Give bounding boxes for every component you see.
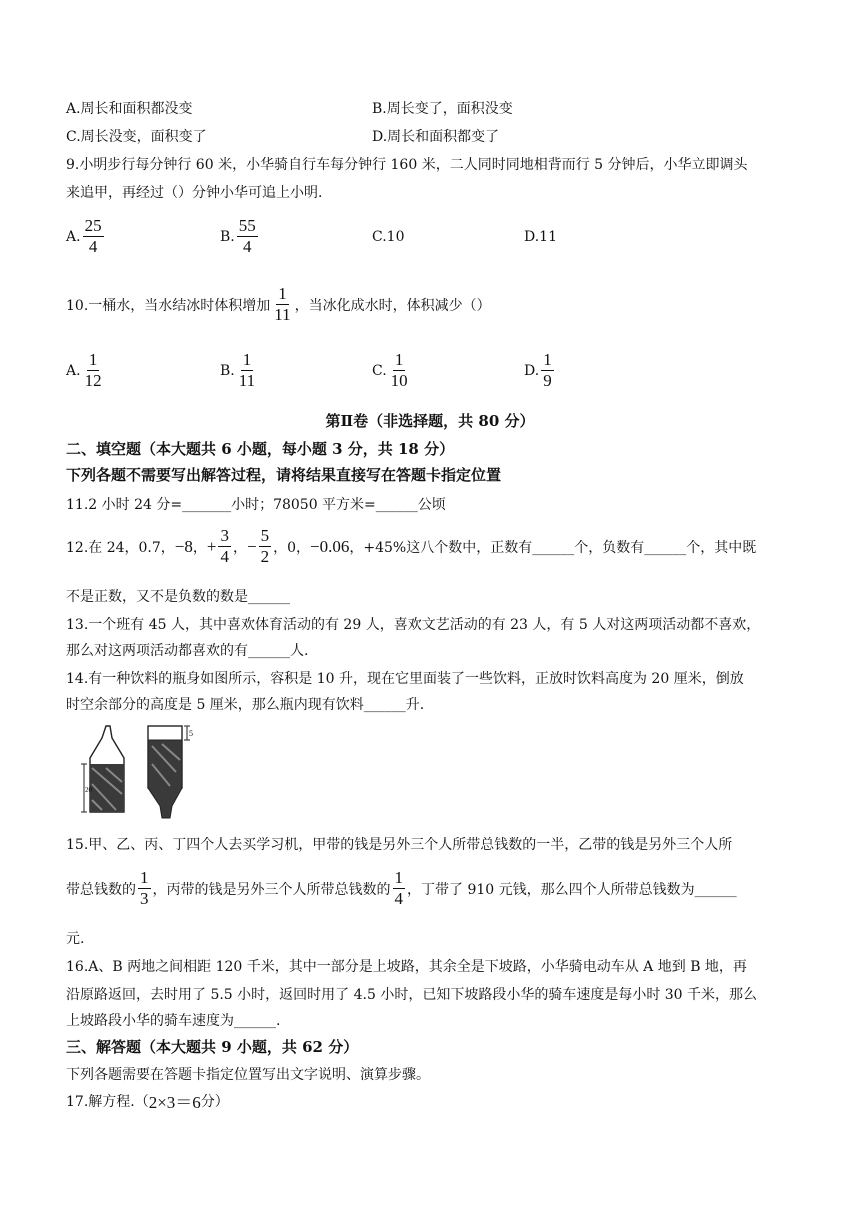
q10-stem — [66, 284, 491, 325]
option-label: A. — [66, 362, 81, 379]
part2-title: 第Ⅱ卷（非选择题，共 80 分） — [325, 412, 535, 430]
q15-line3: 元. — [66, 931, 85, 947]
fraction: $\frac{1}{4}$ — [394, 868, 403, 908]
q10-option-a — [66, 350, 106, 391]
q9-line2: 来追甲，再经过（）分钟小华可追上小明. — [66, 185, 323, 201]
q10-option-c — [372, 350, 412, 391]
q10-stem-pre: 10.一桶水，当水结冰时体积增加 — [66, 297, 271, 314]
option-label: B. — [220, 228, 235, 245]
q15-mid: ，丙带的钱是另外三个人所带总钱数的 — [152, 881, 391, 898]
bottle-figure — [76, 724, 200, 820]
q10-stem-post: ，当冰化成水时，体积减少（） — [294, 297, 491, 314]
q12-sign: − — [246, 536, 257, 556]
q12-post: ，+45%这八个数中，正数有______个，负数有______个，其中既 — [349, 539, 757, 556]
q15-post: ，丁带了 910 元钱，那么四个人所带总钱数为______ — [407, 881, 737, 898]
option-label: A. — [66, 228, 81, 245]
upright-bottle — [81, 726, 124, 812]
q8-option-c: C.周长没变，面积变了 — [66, 129, 207, 145]
q12-mid: ，0， — [273, 539, 310, 556]
fraction: $\frac{55}{4}$ — [238, 216, 256, 256]
q14-line1: 14.有一种饮料的瓶身如图所示，容积是 10 升，现在它里面装了一些饮料，正放时饮料高度为 20 厘米，倒放 — [66, 671, 744, 687]
q12-line2: 不是正数，又不是负数的数是______ — [66, 589, 290, 605]
q9-option-c: C.10 — [372, 229, 405, 245]
q17-formula: 2×3＝6 — [148, 1093, 201, 1112]
q17-pre: 17.解方程.（ — [66, 1093, 149, 1110]
fraction: $\frac{1}{12}$ — [84, 350, 102, 390]
inverted-bottle — [148, 726, 193, 818]
fraction: $\frac{25}{4}$ — [84, 216, 102, 256]
q8-option-d: D.周长和面积都变了 — [372, 129, 500, 145]
q16-line3: 上坡路段小华的骑车速度为______. — [66, 1013, 281, 1029]
fraction: $\frac{5}{2}$ — [260, 526, 270, 566]
q16-line1: 16.A、B 两地之间相距 120 千米，其中一部分是上坡路，其余全是下坡路，小华骑电动车从 A 地到 B 地，再 — [66, 959, 747, 975]
fraction: $\frac{1}{3}$ — [140, 868, 149, 908]
q12-line1 — [66, 526, 756, 567]
q8-option-b: B.周长变了，面积没变 — [372, 101, 513, 117]
fraction: $\frac{3}{4}$ — [220, 526, 229, 566]
q15-line1: 15.甲、乙、丙、丁四个人去买学习机，甲带的钱是另外三个人所带总钱数的一半，乙带的钱是另外三个人所 — [66, 837, 733, 853]
q13-line2: 那么对这两项活动都喜欢的有______人. — [66, 643, 309, 659]
fraction: $\frac{1}{11}$ — [274, 284, 291, 324]
q10-option-b — [220, 350, 259, 391]
q8-option-a: A.周长和面积都没变 — [66, 101, 193, 117]
q12-number: −0.06 — [310, 536, 350, 556]
option-label: B. — [220, 362, 235, 379]
q10-option-d — [524, 350, 556, 391]
q12-sign: + — [206, 536, 217, 556]
q12-pre: 12.在 24，0.7， — [66, 539, 175, 556]
option-label: C. — [372, 362, 387, 379]
q12-sep: ， — [232, 539, 247, 556]
q9-option-d: D.11 — [524, 229, 557, 245]
q12-number: −8 — [174, 536, 193, 556]
q11-text: 11.2 小时 24 分=_______小时；78050 平方米=______公顷 — [66, 497, 446, 513]
q16-line2: 沿原路返回，去时用了 5.5 小时，返回时用了 4.5 小时，已知下坡路段小华的骑车速度是每小时 30 千米，那么 — [66, 987, 758, 1003]
q15-pre: 带总钱数的 — [66, 881, 136, 898]
section3-title: 三、解答题（本大题共 9 小题，共 62 分） — [66, 1038, 359, 1056]
q12-sep: ， — [192, 539, 207, 556]
section3-instruction: 下列各题需要在答题卡指定位置写出文字说明、演算步骤。 — [66, 1067, 430, 1083]
section2-instruction: 下列各题不需要写出解答过程，请将结果直接写在答题卡指定位置 — [66, 466, 502, 484]
fraction: $\frac{1}{10}$ — [390, 350, 408, 390]
height-label-20: 20 — [85, 786, 92, 794]
q9-option-b — [220, 216, 260, 257]
q14-line2: 时空余部分的高度是 5 厘米，那么瓶内现有饮料______升. — [66, 697, 425, 713]
height-label-5: 5 — [189, 729, 193, 738]
q9-option-a — [66, 216, 106, 257]
fraction: $\frac{1}{11}$ — [238, 350, 256, 390]
q9-line1: 9.小明步行每分钟行 60 米，小华骑自行车每分钟行 160 米，二人同时同地相背而行 5 分钟后，小华立即调头 — [66, 157, 748, 173]
q17-text — [66, 1088, 229, 1113]
q13-line1: 13.一个班有 45 人，其中喜欢体育活动的有 29 人，喜欢文艺活动的有 23 人，有 5 人对这两项活动都不喜欢， — [66, 617, 761, 633]
option-label: D. — [524, 362, 540, 379]
q17-post: 分） — [200, 1093, 229, 1110]
q15-line2 — [66, 868, 737, 909]
section2-title: 二、填空题（本大题共 6 小题，每小题 3 分，共 18 分） — [66, 440, 455, 458]
fraction: $\frac{1}{9}$ — [543, 350, 552, 390]
